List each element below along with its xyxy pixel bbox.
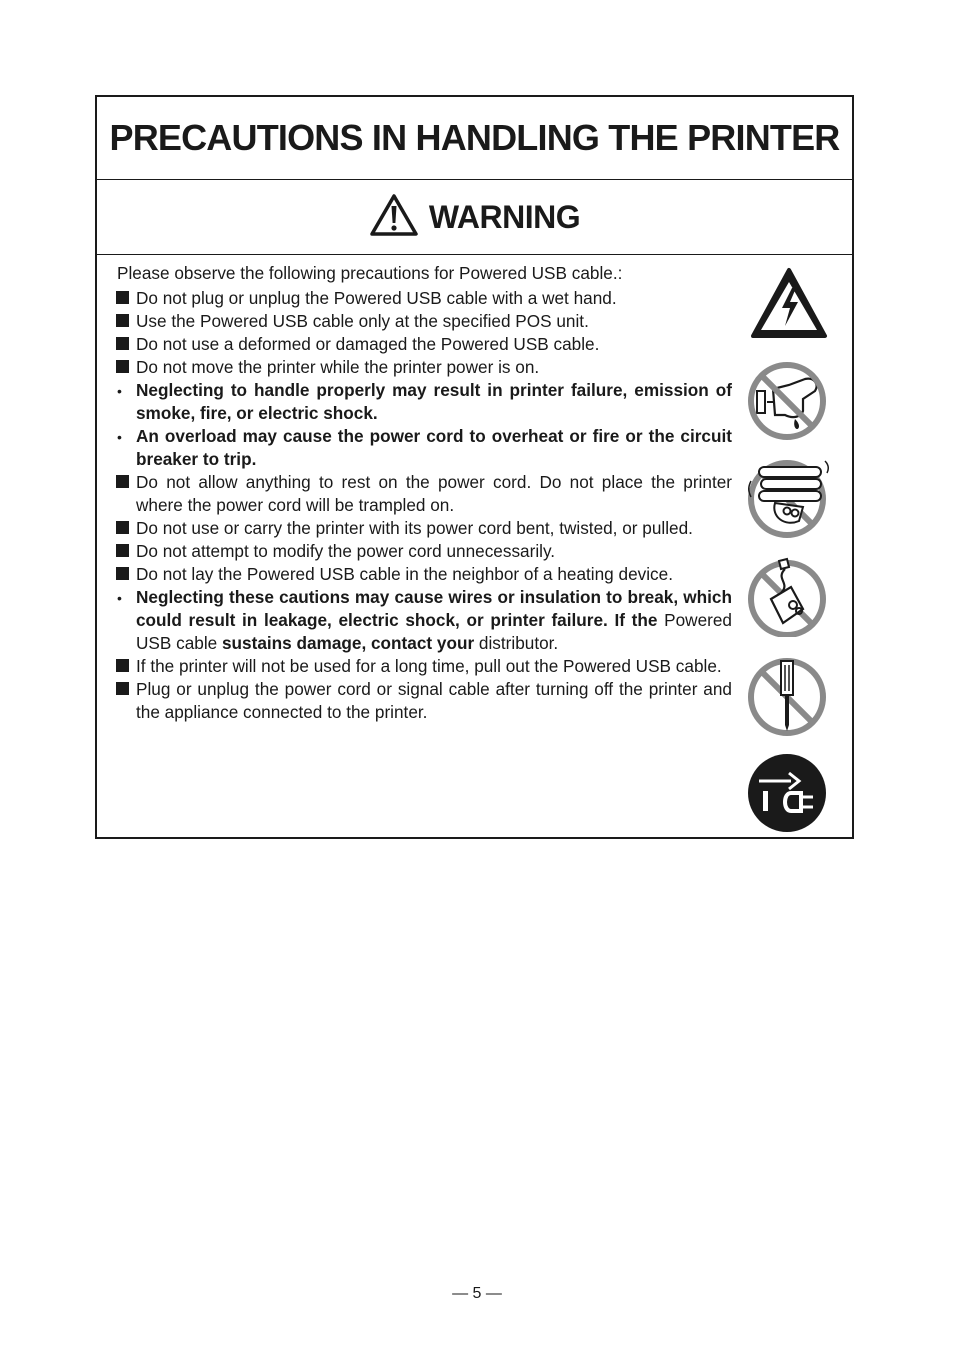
list-item [116,517,732,540]
no-wet-hands-icon [745,359,829,443]
precautions-text [116,262,732,724]
square-bullet-icon [116,333,136,356]
list-item [116,655,732,678]
text-fragment: distributor. [474,633,559,653]
list-item [116,287,732,310]
list-item [116,425,732,471]
warning-body [97,255,852,837]
warning-header [97,180,852,255]
list-item-text: If the printer will not be used for a long time, pull out the Powered USB cable. [136,656,722,676]
list-item [116,540,732,563]
list-item-text: Do not plug or unplug the Powered USB cable with a wet hand. [136,288,617,308]
no-pulling-cord-icon [745,553,829,637]
page-number: — 5 — [452,1285,502,1302]
no-disassembly-icon [745,655,829,739]
square-bullet-icon [116,287,136,310]
electric-shock-warning-icon [749,266,829,340]
dot-bullet-icon: • [117,429,122,445]
list-item-text: Plug or unplug the power cord or signal cable after turning off the printer and the appliance connected to the printer. [136,679,732,722]
square-bullet-icon [116,517,136,540]
list-item-text: Do not move the printer while the printer power is on. [136,357,540,377]
warning-triangle-icon [369,193,419,242]
intro-text: Please observe the following precautions for Powered USB cable.: [117,263,623,283]
square-bullet-icon [116,471,136,517]
unplug-power-icon [745,751,829,835]
list-item [116,563,732,586]
square-bullet-icon [116,356,136,379]
text-fragment: sustains damage, contact your [221,633,475,653]
title-bar [97,97,852,180]
square-bullet-icon [116,310,136,333]
list-item [116,678,732,724]
page-title: PRECAUTIONS IN HANDLING THE PRINTER [109,117,840,158]
text-fragment: Neglecting these cautions may cause wires or insulation to break, which could result in leakage, electric shock, or printer failure. If the [136,587,732,630]
square-bullet-icon [116,563,136,586]
dot-bullet-icon: • [117,383,122,399]
list-item-text: Do not use or carry the printer with its power cord bent, twisted, or pulled. [136,518,693,538]
list-item-text: Do not use a deformed or damaged the Powered USB cable. [136,334,600,354]
warning-frame [95,95,854,839]
text-fragment: Powered USB cable [136,610,732,653]
list-item [116,586,732,655]
list-item-text: An overload may cause the power cord to overheat or fire or the circuit breaker to trip. [136,426,732,469]
square-bullet-icon [116,655,136,678]
list-item [116,356,732,379]
dot-bullet-icon: • [117,590,122,606]
list-item-text: Use the Powered USB cable only at the specified POS unit. [136,311,589,331]
list-item [116,333,732,356]
list-item-text [136,586,732,655]
square-bullet-icon [116,540,136,563]
list-item [116,310,732,333]
list-item-text: Neglecting to handle properly may result in printer failure, emission of smoke, fire, or electric shock. [136,380,732,423]
list-item [116,379,732,425]
warning-label: WARNING [428,198,581,235]
no-heavy-objects-on-cord-icon [745,455,833,539]
list-item [116,471,732,517]
list-item-text: Do not allow anything to rest on the power cord. Do not place the printer where the power cord will be trampled on. [136,472,732,515]
precautions-list [116,287,732,724]
list-item-text: Do not lay the Powered USB cable in the neighbor of a heating device. [136,564,673,584]
list-item-text: Do not attempt to modify the power cord unnecessarily. [136,541,556,561]
square-bullet-icon [116,678,136,724]
